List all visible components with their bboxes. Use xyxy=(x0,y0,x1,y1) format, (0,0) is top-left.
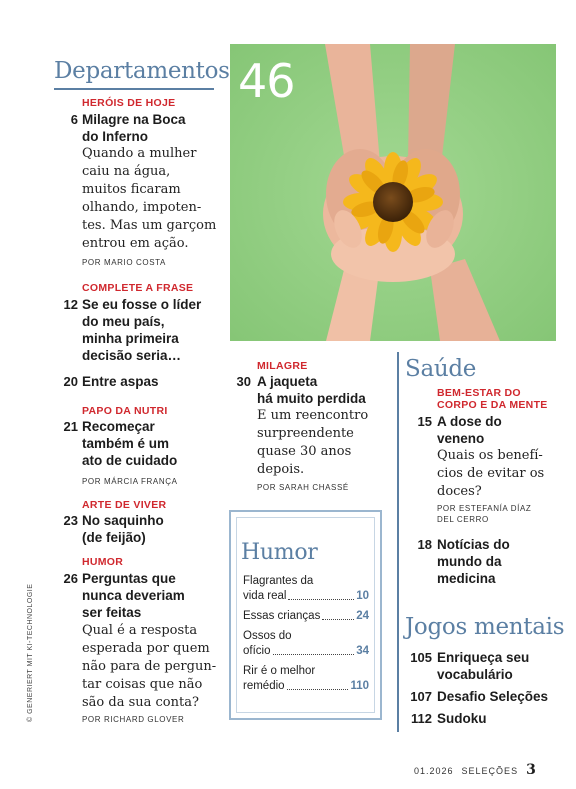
byline: POR SARAH CHASSÉ xyxy=(257,483,349,492)
page-number: 107 xyxy=(410,689,432,704)
title-line: Notícias do xyxy=(437,537,510,552)
article-title[interactable] xyxy=(82,373,159,390)
title-line: No saquinho xyxy=(82,513,164,528)
desc-line: depois. xyxy=(257,462,305,477)
item-page: 24 xyxy=(356,610,369,622)
desc-line: Quais os benefí- xyxy=(437,448,543,463)
page-number: 23 xyxy=(63,513,78,528)
kicker-bem-estar xyxy=(437,387,548,411)
article-title[interactable] xyxy=(82,418,177,469)
image-credit: © GENERIERT MIT KI-TECHNOLOGIE xyxy=(27,583,34,722)
magazine-name: SELEÇÕES xyxy=(461,766,519,776)
article-desc xyxy=(437,447,544,501)
title-line: A dose do xyxy=(437,414,502,429)
dot-leader xyxy=(322,619,354,620)
page-number: 112 xyxy=(411,711,432,726)
byline xyxy=(437,503,531,525)
desc-line: não para de pergun- xyxy=(82,659,217,674)
item-page: 10 xyxy=(356,590,369,602)
title-line: há muito perdida xyxy=(257,391,366,406)
byline: POR MARIO COSTA xyxy=(82,258,166,267)
item-line: Flagrantes da xyxy=(243,575,314,587)
desc-line: esperada por quem xyxy=(82,641,210,656)
article-title[interactable] xyxy=(82,296,201,364)
item-line: Ossos do xyxy=(243,630,292,642)
byline: POR MÁRCIA FRANÇA xyxy=(82,477,178,486)
dot-leader xyxy=(288,599,354,600)
desc-line: surpreendente xyxy=(257,426,354,441)
feature-page-number: 46 xyxy=(238,54,295,108)
kicker-papo: PAPO DA NUTRI xyxy=(82,405,168,417)
article-desc xyxy=(82,622,216,712)
byline: POR RICHARD GLOVER xyxy=(82,715,185,724)
jogos-header: Jogos mentais xyxy=(405,614,565,640)
title-line: minha primeira xyxy=(82,331,179,346)
title-line: mundo da xyxy=(437,554,502,569)
title-line: veneno xyxy=(437,431,485,446)
article-title[interactable] xyxy=(437,710,487,727)
article-desc xyxy=(257,407,368,479)
desc-line: Quando a mulher xyxy=(82,146,197,161)
desc-line: Qual é a resposta xyxy=(82,623,198,638)
title-line: Entre aspas xyxy=(82,374,159,389)
kicker-arte: ARTE DE VIVER xyxy=(82,499,167,511)
title-line: do Inferno xyxy=(82,129,148,144)
desc-line: tar coisas que não xyxy=(82,677,203,692)
article-title[interactable] xyxy=(437,413,502,447)
title-line: vocabulário xyxy=(437,667,513,682)
desc-line: cios de evitar os xyxy=(437,466,545,481)
item-line: Rir é o melhor xyxy=(243,665,316,677)
article-title[interactable] xyxy=(257,373,366,407)
page-number: 105 xyxy=(410,650,432,665)
page-number: 6 xyxy=(70,112,78,127)
item-line: Essas crianças xyxy=(243,610,321,622)
kicker-line: BEM-ESTAR DO xyxy=(437,387,521,399)
byline-line: DEL CERRO xyxy=(437,515,489,524)
title-line: Se eu fosse o líder xyxy=(82,297,202,312)
issue-date: 01.2026 xyxy=(414,766,454,776)
departamentos-header: Departamentos xyxy=(54,58,230,84)
article-title[interactable] xyxy=(437,536,510,587)
title-line: Desafio Seleções xyxy=(437,689,549,704)
byline-line: POR ESTEFANÍA DÍAZ xyxy=(437,504,532,513)
title-line: do meu país, xyxy=(82,314,165,329)
desc-line: doces? xyxy=(437,484,482,499)
article-title[interactable] xyxy=(437,649,529,683)
humor-item[interactable] xyxy=(243,664,369,694)
article-title[interactable] xyxy=(82,111,186,145)
item-page: 110 xyxy=(350,680,369,692)
humor-box xyxy=(229,510,382,720)
title-line: Enriqueça seu xyxy=(437,650,530,665)
kicker-humor: HUMOR xyxy=(82,556,124,568)
humor-header: Humor xyxy=(241,540,318,565)
column-rule xyxy=(397,352,399,732)
folio: 3 xyxy=(526,762,536,778)
kicker-milagre: MILAGRE xyxy=(257,360,308,372)
dot-leader xyxy=(273,654,355,655)
desc-line: tes. Mas um garçom xyxy=(82,218,217,233)
humor-item[interactable] xyxy=(243,609,369,624)
title-line: decisão seria… xyxy=(82,348,182,363)
desc-line: olhando, impoten- xyxy=(82,200,202,215)
item-page: 34 xyxy=(356,645,369,657)
desc-line: E um reencontro xyxy=(257,408,369,423)
page-number: 30 xyxy=(236,374,251,389)
page-number: 15 xyxy=(417,414,432,429)
title-line: Recomeçar xyxy=(82,419,155,434)
kicker-complete: COMPLETE A FRASE xyxy=(82,282,194,294)
title-line: Milagre na Boca xyxy=(82,112,186,127)
article-title[interactable] xyxy=(82,512,164,546)
page-number: 12 xyxy=(63,297,78,312)
kicker-herois: HERÓIS DE HOJE xyxy=(82,97,176,109)
title-line: (de feijão) xyxy=(82,530,146,545)
page-number: 18 xyxy=(417,537,432,552)
title-line: ser feitas xyxy=(82,605,142,620)
desc-line: são da sua conta? xyxy=(82,695,199,710)
title-line: Perguntas que xyxy=(82,571,176,586)
saude-header: Saúde xyxy=(405,356,477,382)
humor-item[interactable] xyxy=(243,574,369,604)
page-footer xyxy=(414,762,536,778)
title-line: ato de cuidado xyxy=(82,453,178,468)
title-line: A jaqueta xyxy=(257,374,318,389)
title-line: Sudoku xyxy=(437,711,487,726)
page-number: 21 xyxy=(63,419,78,434)
title-line: medicina xyxy=(437,571,496,586)
kicker-line: CORPO E DA MENTE xyxy=(437,399,548,411)
page-number: 26 xyxy=(63,571,78,586)
item-line: remédio xyxy=(243,680,285,692)
title-line: nunca deveriam xyxy=(82,588,185,603)
article-title[interactable] xyxy=(437,688,548,705)
feature-photo[interactable] xyxy=(230,44,556,341)
page-number: 20 xyxy=(63,374,78,389)
article-desc xyxy=(82,145,216,253)
item-line: ofício xyxy=(243,645,271,657)
desc-line: quase 30 anos xyxy=(257,444,352,459)
desc-line: entrou em ação. xyxy=(82,236,189,251)
article-title[interactable] xyxy=(82,570,185,621)
header-rule xyxy=(54,88,214,90)
dot-leader xyxy=(287,689,349,690)
title-line: também é um xyxy=(82,436,170,451)
item-line: vida real xyxy=(243,590,287,602)
humor-item[interactable] xyxy=(243,629,369,659)
desc-line: muitos ficaram xyxy=(82,182,181,197)
desc-line: caiu na água, xyxy=(82,164,171,179)
